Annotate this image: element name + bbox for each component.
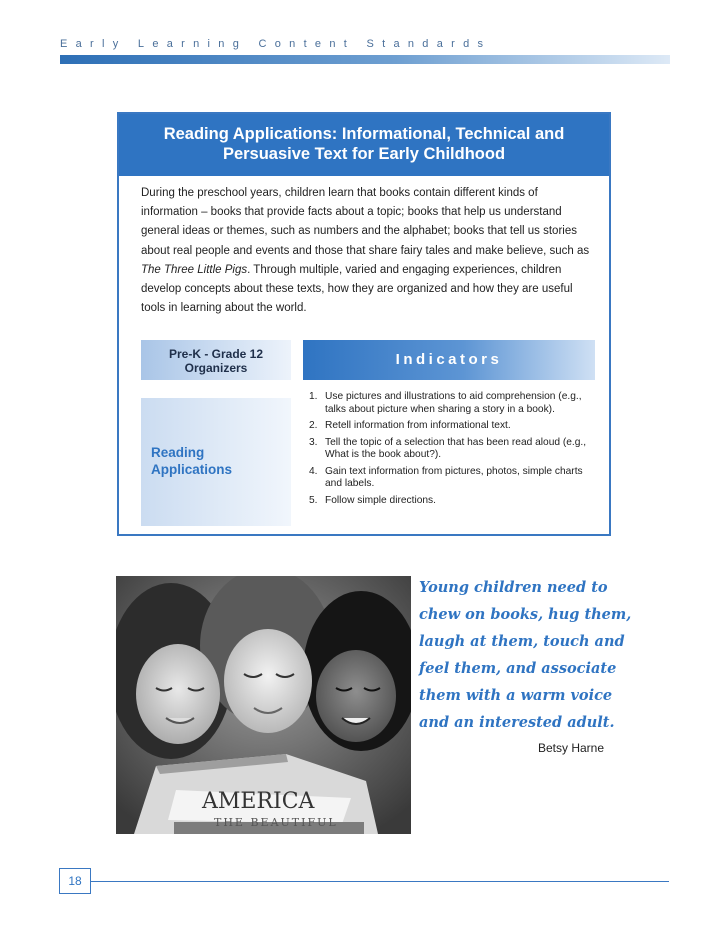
indicator-item <box>309 466 589 491</box>
indicator-number: 1. <box>309 391 318 402</box>
indicator-text: Use pictures and illustrations to aid comprehension (e.g., talks about picture when sharing a story in a book). <box>325 391 582 415</box>
section-title-line2: Persuasive Text for Early Childhood <box>222 145 506 163</box>
organizer-name <box>151 444 271 478</box>
running-header: Early Learning Content Standards <box>60 38 492 50</box>
indicators-list <box>309 391 589 511</box>
organizer-name-line1: Reading <box>151 445 205 460</box>
indicator-item <box>309 437 589 462</box>
indicator-number: 4. <box>309 465 318 477</box>
intro-text-2: . Through multiple, varied and engaging experiences, children develop concepts about these texts, how they are organized and how they are useful tools in learning about the world. <box>141 263 573 315</box>
section-title-band <box>119 114 609 176</box>
book-subtitle-text: THE BEAUTIFUL <box>214 816 338 829</box>
organizer-cell <box>141 398 291 526</box>
quote-line: feel them, and associate <box>419 660 617 677</box>
photo-illustration <box>116 576 411 834</box>
indicator-text: Retell information from informational text. <box>325 420 511 431</box>
page-number: 18 <box>59 868 91 894</box>
organizer-name-line2: Applications <box>151 462 233 477</box>
indicator-text: Gain text information from pictures, photos, simple charts and labels. <box>325 465 583 489</box>
indicator-text: Tell the topic of a selection that has been read aloud (e.g., What is the book about?). <box>325 436 587 460</box>
footer-rule <box>91 881 669 882</box>
quote-line: Young children need to <box>419 579 608 596</box>
quote-line: laugh at them, touch and <box>419 633 625 650</box>
header-bar <box>60 55 670 64</box>
section-title-line1: Reading Applications: Informational, Technical and <box>163 125 565 143</box>
indicator-number: 5. <box>309 494 318 506</box>
book-title-text: AMERICA <box>202 789 315 814</box>
standards-box <box>117 112 611 536</box>
quote-attribution: Betsy Harne <box>537 741 604 755</box>
indicator-item <box>309 391 589 416</box>
intro-book-title: The Three Little Pigs <box>141 263 248 276</box>
indicator-text: Follow simple directions. <box>325 494 436 506</box>
indicators-header: Indicators <box>303 340 595 380</box>
indicator-number: 2. <box>309 420 318 431</box>
children-reading-photo <box>116 576 411 834</box>
quote-line: and an interested adult. <box>419 714 615 731</box>
organizers-header <box>141 340 291 380</box>
organizers-header-line2: Organizers <box>184 361 248 375</box>
intro-text-1: During the preschool years, children learn that books contain different kinds of information – books that provide facts about a topic; books that help us understand general ideas or themes, such as numbers and the alphabet; books that tell us stories about real people and events and those that share fairy tales and make believe, such as <box>141 187 590 257</box>
indicator-item <box>309 495 589 508</box>
intro-paragraph <box>141 184 593 318</box>
quote-line: chew on books, hug them, <box>419 606 632 623</box>
organizers-header-line1: Pre-K - Grade 12 <box>168 347 264 361</box>
indicator-number: 3. <box>309 436 318 448</box>
indicator-item <box>309 420 589 433</box>
section-title <box>119 114 609 164</box>
pull-quote <box>419 574 639 736</box>
quote-line: them with a warm voice <box>419 687 613 704</box>
